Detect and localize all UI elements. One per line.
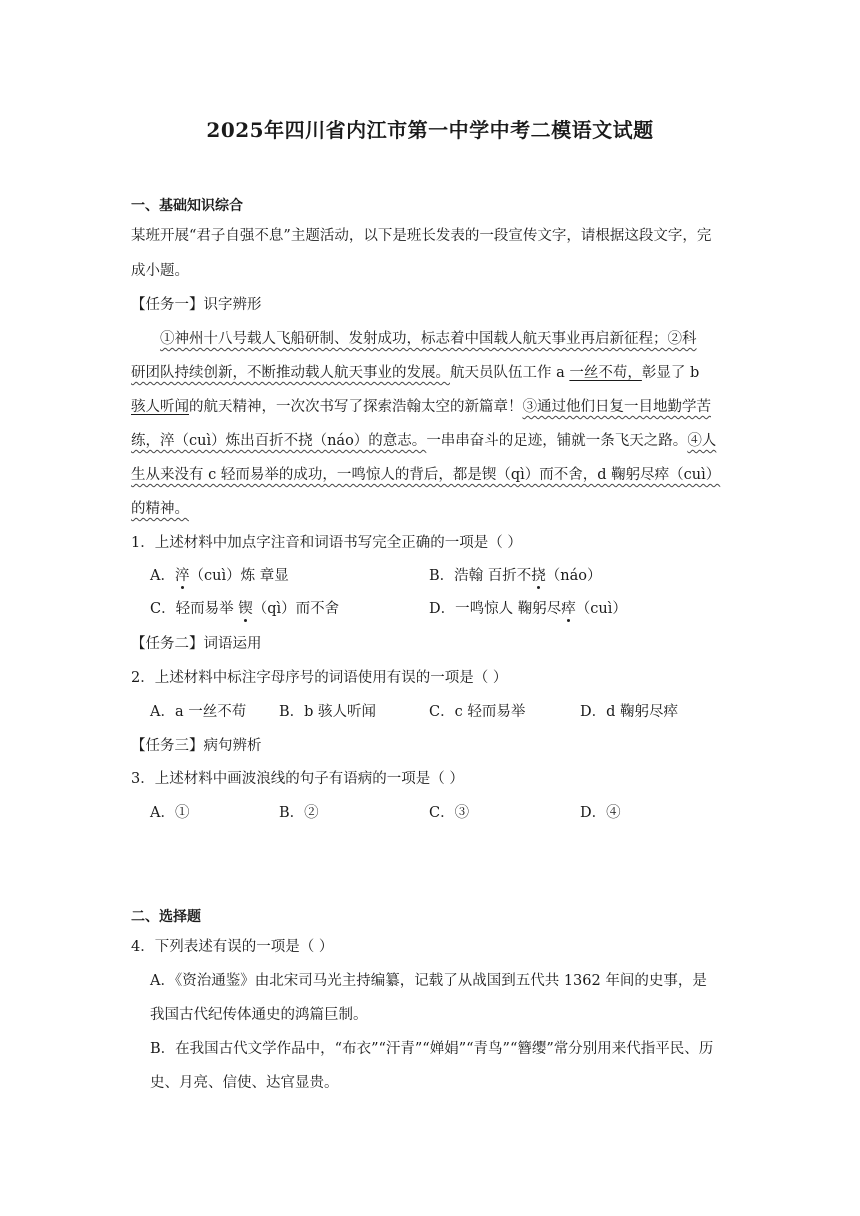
wavy-sentence-4-end: 的精神。 <box>131 501 189 517</box>
passage-line-1 <box>160 327 697 348</box>
passage-text: 航天员队伍工作 a <box>450 365 570 381</box>
q3-option-c[interactable]: C．③ <box>429 805 470 821</box>
q4-option-b-line-1[interactable]: B．在我国古代文学作品中，“布衣”“汗青”“婵娟”“青鸟”“簪缨”常分别用来代指平民、历 <box>150 1041 714 1057</box>
passage-line-2 <box>131 361 699 382</box>
option-text: D．一鸣惊人 鞠躬尽 <box>429 601 562 617</box>
dotted-char: 挠 <box>531 568 546 584</box>
option-text: （qì）而不舍 <box>252 601 340 617</box>
dotted-char: 淬 <box>174 568 190 584</box>
task3-label: 【任务三】病句辨析 <box>131 738 262 754</box>
option-text: （náo） <box>545 568 602 584</box>
passage-text: 彰显了 b <box>641 365 700 381</box>
option-letter: A． <box>150 568 175 584</box>
q2-option-d[interactable]: D．d 鞠躬尽瘁 <box>580 704 679 720</box>
q1-option-b[interactable] <box>429 564 601 585</box>
section-heading-1: 一、基础知识综合 <box>131 198 243 214</box>
passage-line-3 <box>131 395 711 416</box>
question-1-stem: 1．上述材料中加点字注音和词语书写完全正确的一项是（ ） <box>131 535 522 551</box>
q1-option-d[interactable] <box>429 597 627 618</box>
option-text: （cuì） <box>575 601 627 617</box>
section-heading-2: 二、选择题 <box>131 909 201 925</box>
marked-term-a: 一丝不苟， <box>569 365 642 381</box>
passage-line-5 <box>131 463 720 484</box>
q3-option-b[interactable]: B．② <box>279 805 319 821</box>
wavy-sentence-4-cont: 生从来没有 c 轻而易举的成功，一鸣惊人的背后，都是锲（qì）而不舍，d 鞠躬尽瘁（cuì） <box>131 467 721 483</box>
q4-option-b-line-2: 史、月亮、信使、达官显贵。 <box>150 1075 339 1091</box>
task1-label: 【任务一】识字辨形 <box>131 297 262 313</box>
q2-option-a[interactable]: A．a 一丝不苟 <box>150 704 247 720</box>
option-text: （cuì）炼 章显 <box>189 568 289 584</box>
passage-line-6 <box>131 497 189 518</box>
passage-line-4 <box>131 429 716 450</box>
wavy-sentence-1: ①神州十八号载人飞船研制、发射成功，标志着中国载人航天事业再启新征程；②科 <box>160 331 697 347</box>
q1-option-a[interactable] <box>150 564 289 585</box>
dotted-char: 锲 <box>238 601 253 617</box>
wavy-sentence-2: 研团队持续创新，不断推动载人航天事业的发展。 <box>131 365 450 381</box>
wavy-sentence-3-cont: 练，淬（cuì）炼出百折不挠（náo）的意志。 <box>131 433 427 449</box>
q3-option-a[interactable]: A．① <box>150 805 190 821</box>
marked-term-b: 骇人听闻 <box>131 399 189 415</box>
passage-text: 的航天精神，一次次书写了探索浩翰太空的新篇章！ <box>189 399 523 415</box>
q4-option-a-line-1[interactable]: A．《资治通鉴》由北宋司马光主持编纂，记载了从战国到五代共 1362 年间的史事，是 <box>150 973 707 989</box>
option-text: B．浩翰 百折不 <box>429 568 532 584</box>
q2-option-b[interactable]: B．b 骇人听闻 <box>279 704 377 720</box>
question-4-stem: 4．下列表述有误的一项是（ ） <box>131 939 334 955</box>
wavy-sentence-3: ③通过他们日复一目地勤学苦 <box>522 399 711 415</box>
option-text: C．轻而易举 <box>150 601 239 617</box>
dotted-char: 瘁 <box>561 601 576 617</box>
passage-text: 一串串奋斗的足迹，铺就一条飞天之路。 <box>426 433 688 449</box>
q4-option-a-line-2: 我国古代纪传体通史的鸿篇巨制。 <box>150 1007 368 1023</box>
question-2-stem: 2．上述材料中标注字母序号的词语使用有误的一项是（ ） <box>131 670 508 686</box>
intro-line-2: 成小题。 <box>131 263 189 279</box>
task2-label: 【任务二】词语运用 <box>131 636 262 652</box>
q3-option-d[interactable]: D．④ <box>580 805 621 821</box>
q2-option-c[interactable]: C．c 轻而易举 <box>429 704 526 720</box>
question-3-stem: 3．上述材料中画波浪线的句子有语病的一项是（ ） <box>131 771 464 787</box>
intro-line-1: 某班开展“君子自强不息”主题活动，以下是班长发表的一段宣传文字，请根据这段文字，完 <box>131 228 712 244</box>
page-title: 2025年四川省内江市第一中学中考二模语文试题 <box>206 118 654 142</box>
wavy-sentence-4: ④人 <box>687 433 717 449</box>
q1-option-c[interactable] <box>150 597 339 618</box>
